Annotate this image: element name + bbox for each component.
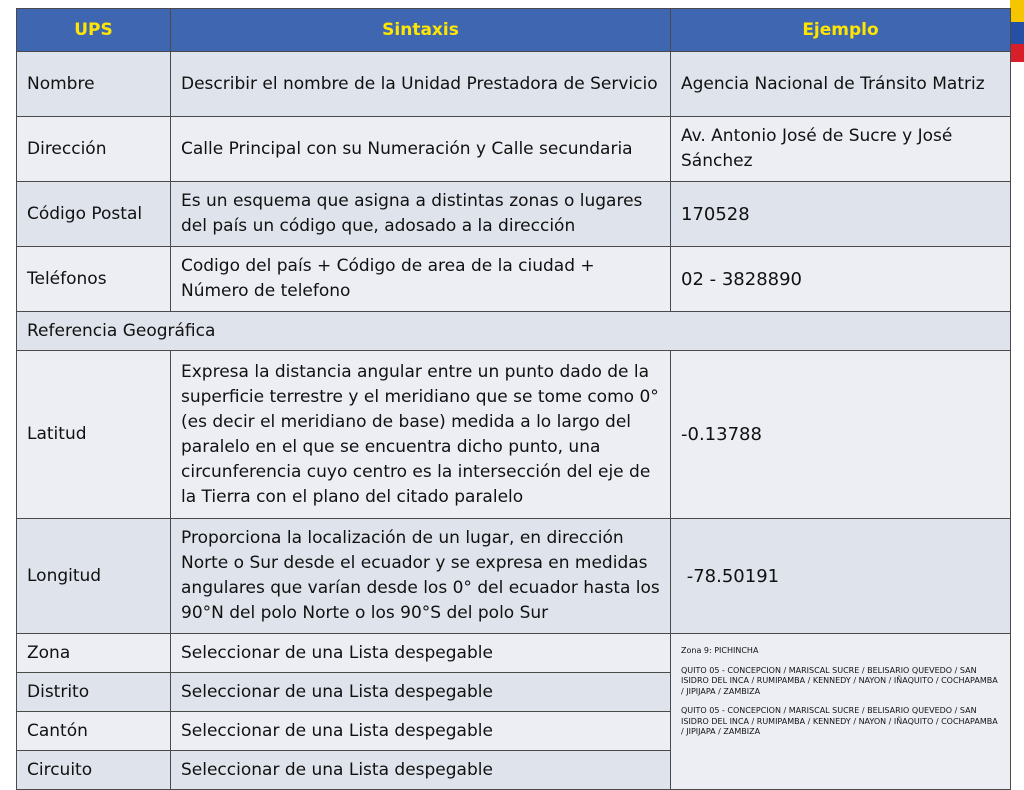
row-label: Zona <box>17 634 171 673</box>
row-label: Distrito <box>17 673 171 712</box>
row-label: Nombre <box>17 52 171 117</box>
ejemplo-lista-item: QUITO 05 - CONCEPCION / MARISCAL SUCRE / BELISARIO QUEVEDO / SAN ISIDRO DEL INCA / RUMIPAMBA / KENNEDY / NAYON / IÑAQUITO / COCHAPAMBA / JIPIJAPA / ZAMBIZA <box>681 706 998 736</box>
row-sintaxis: Calle Principal con su Numeración y Calle secundaria <box>171 117 671 182</box>
row-label: Cantón <box>17 712 171 751</box>
table-row <box>17 634 1011 673</box>
table-row <box>17 247 1011 312</box>
row-label: Teléfonos <box>17 247 171 312</box>
row-sintaxis: Describir el nombre de la Unidad Prestadora de Servicio <box>171 52 671 117</box>
row-ejemplo: -0.13788 <box>671 351 1011 519</box>
table-header-row <box>17 9 1011 52</box>
row-label: Longitud <box>17 519 171 634</box>
row-ejemplo: Agencia Nacional de Tránsito Matriz <box>671 52 1011 117</box>
table-row <box>17 351 1011 519</box>
ejemplo-lista-item: QUITO 05 - CONCEPCION / MARISCAL SUCRE / BELISARIO QUEVEDO / SAN ISIDRO DEL INCA / RUMIPAMBA / KENNEDY / NAYON / IÑAQUITO / COCHAPAMBA / JIPIJAPA / ZAMBIZA <box>681 665 998 696</box>
ups-table <box>16 8 1011 790</box>
row-ejemplo: -78.50191 <box>671 519 1011 634</box>
section-label: Referencia Geográfica <box>17 312 1011 351</box>
table-row <box>17 52 1011 117</box>
row-sintaxis: Seleccionar de una Lista despegable <box>171 712 671 751</box>
row-sintaxis: Codigo del país + Código de area de la ciudad + Número de telefono <box>171 247 671 312</box>
row-label: Dirección <box>17 117 171 182</box>
ejemplo-lista-item: Zona 9: PICHINCHA <box>681 646 759 655</box>
row-sintaxis: Expresa la distancia angular entre un punto dado de la superficie terrestre y el meridiano que se tome como 0° (es decir el meridiano de base) medida a lo largo del paralelo en el que se encuentra dicho punto, una circunferencia cuyo centro es la intersección del eje de la Tierra con el plano del citado paralelo <box>171 351 671 519</box>
row-label: Código Postal <box>17 182 171 247</box>
row-ejemplo: 02 - 3828890 <box>671 247 1011 312</box>
row-sintaxis: Es un esquema que asigna a distintas zonas o lugares del país un código que, adosado a la dirección <box>171 182 671 247</box>
row-sintaxis: Seleccionar de una Lista despegable <box>171 673 671 712</box>
row-label: Circuito <box>17 751 171 790</box>
table-row <box>17 117 1011 182</box>
row-sintaxis: Proporciona la localización de un lugar, en dirección Norte o Sur desde el ecuador y se expresa en medidas angulares que varían desde los 0° del ecuador hasta los 90°N del polo Norte o los 90°S del polo Sur <box>171 519 671 634</box>
header-ups: UPS <box>17 9 171 52</box>
ejemplo-lista-cell <box>671 634 1011 790</box>
header-ejemplo: Ejemplo <box>671 9 1011 52</box>
row-label: Latitud <box>17 351 171 519</box>
table-row <box>17 182 1011 247</box>
row-ejemplo: Av. Antonio José de Sucre y José Sánchez <box>671 117 1011 182</box>
row-ejemplo: 170528 <box>671 182 1011 247</box>
section-row <box>17 312 1011 351</box>
corner-flag-decoration <box>1010 0 1024 62</box>
row-sintaxis: Seleccionar de una Lista despegable <box>171 634 671 673</box>
header-sintaxis: Sintaxis <box>171 9 671 52</box>
table-row <box>17 519 1011 634</box>
row-sintaxis: Seleccionar de una Lista despegable <box>171 751 671 790</box>
